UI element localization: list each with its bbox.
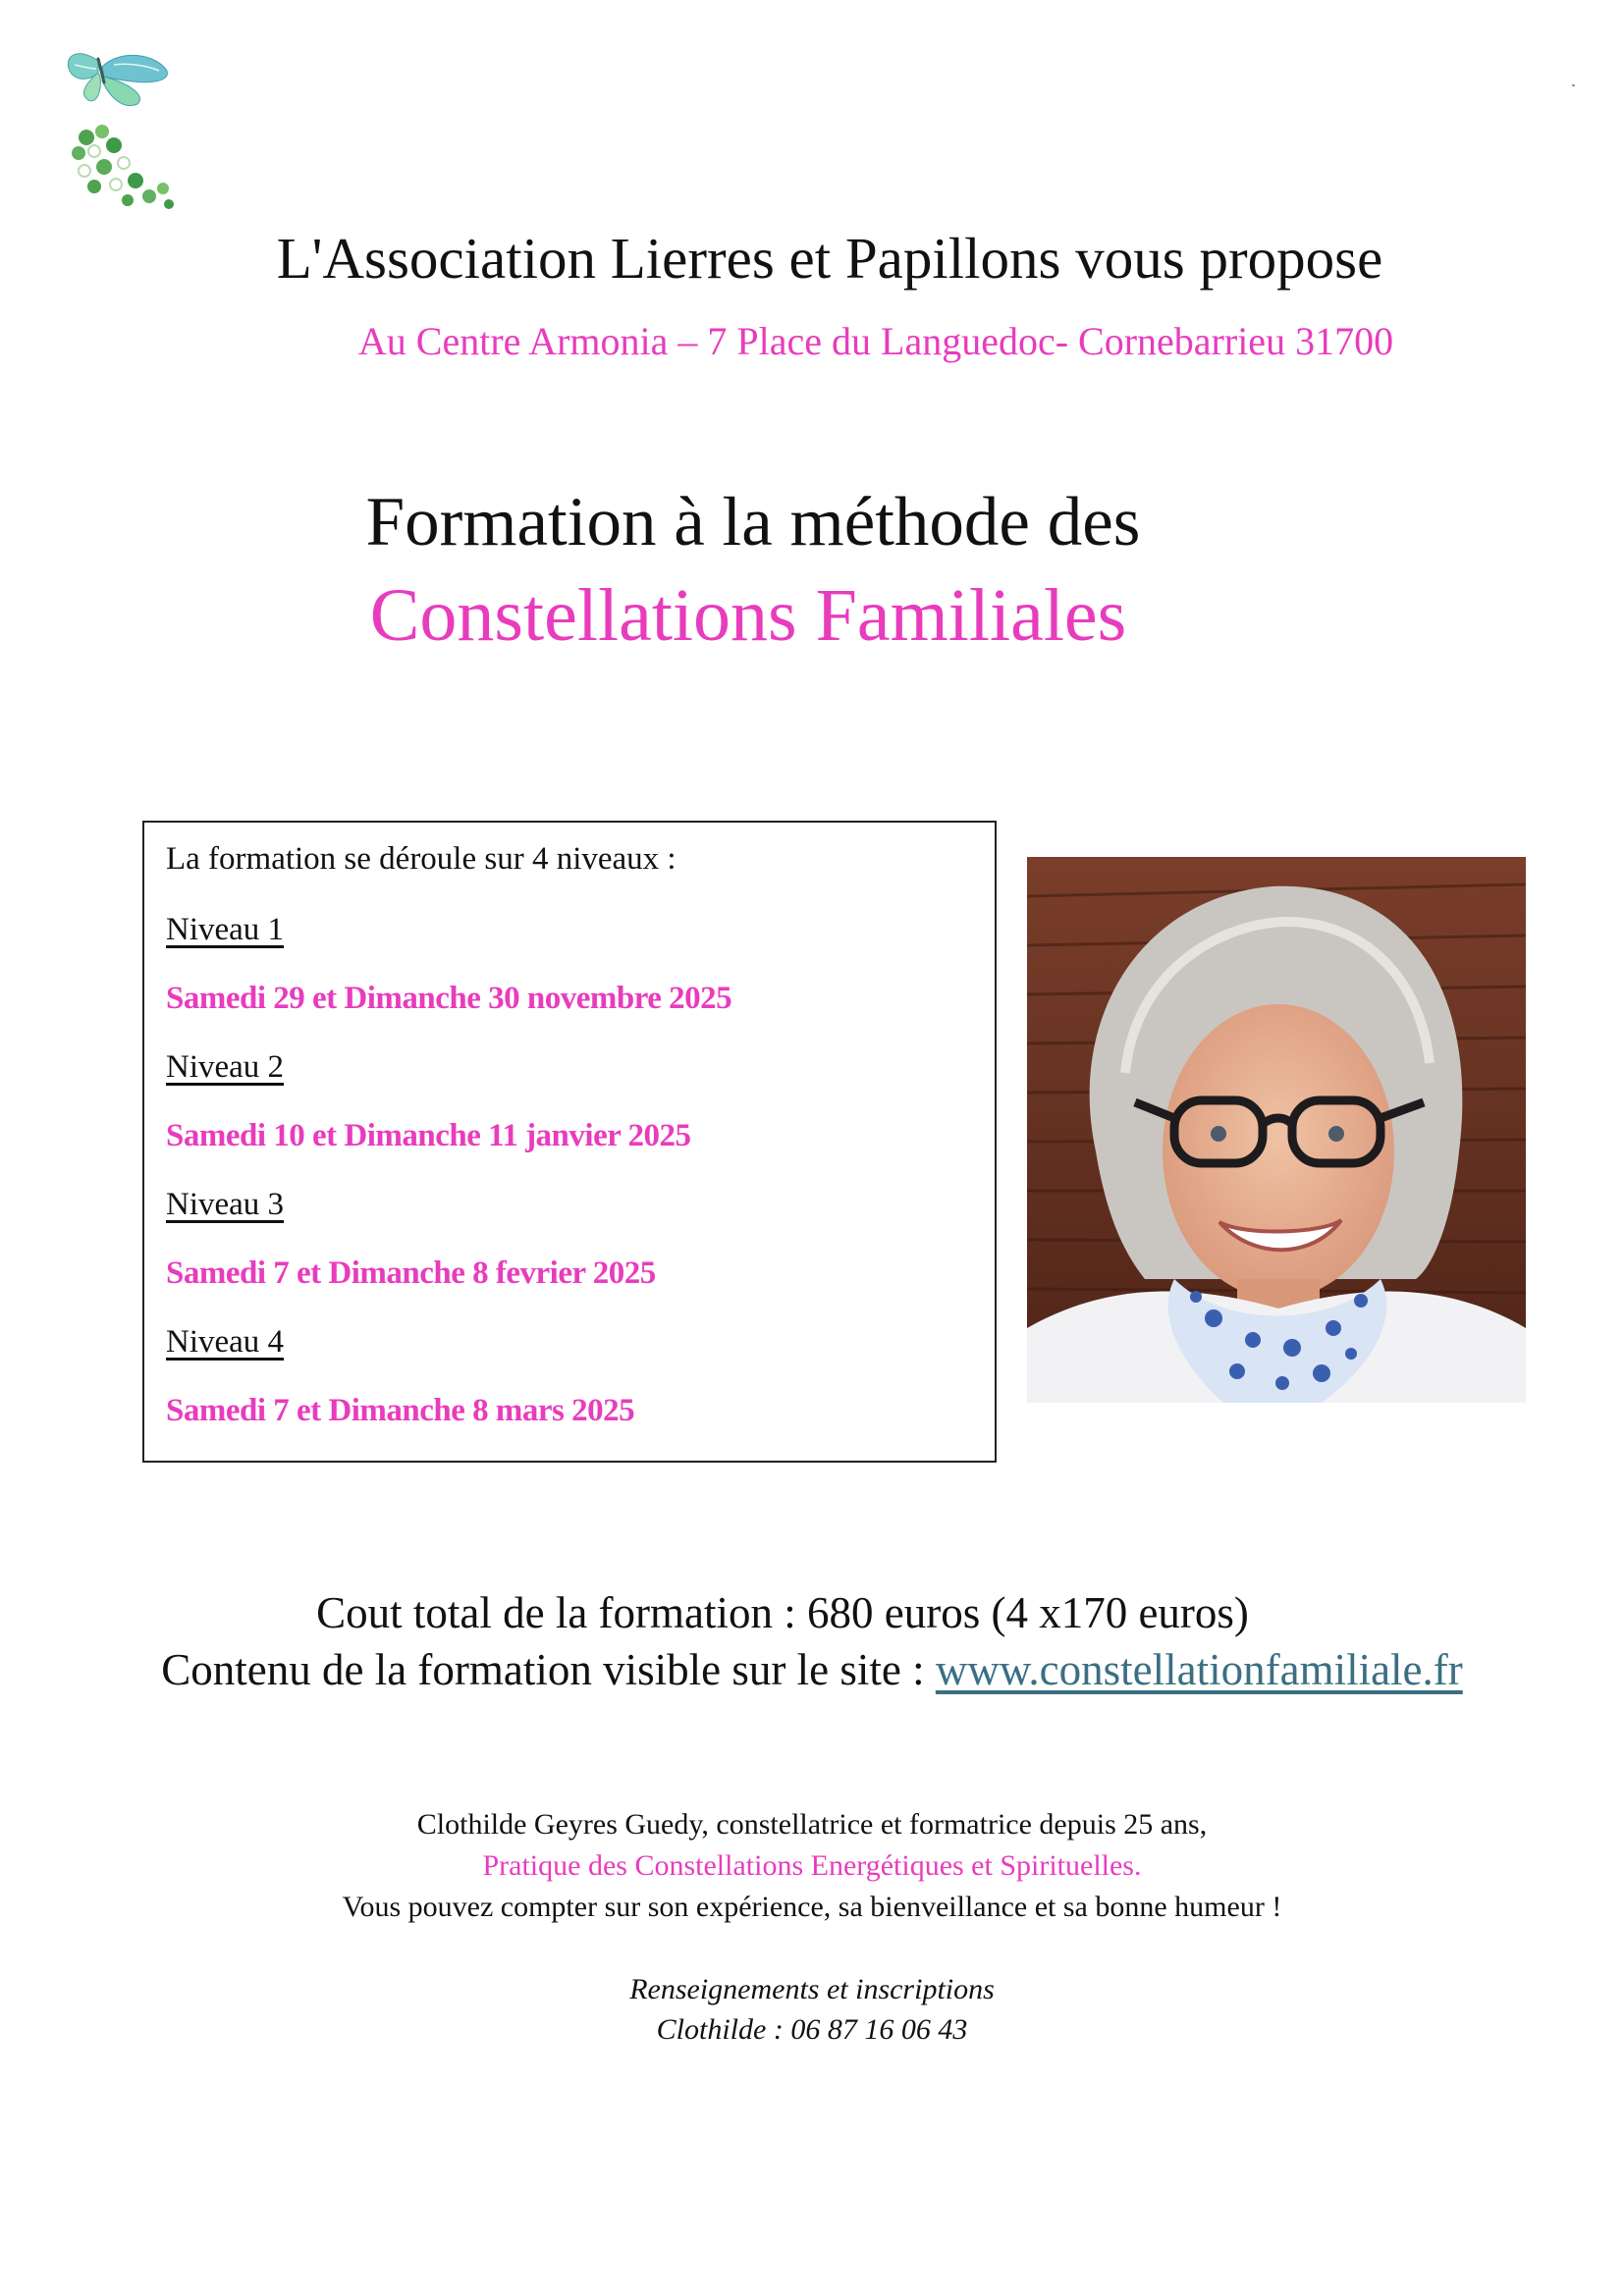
- level-dates: Samedi 29 et Dimanche 30 novembre 2025: [166, 981, 732, 1016]
- page-title: L'Association Lierres et Papillons vous propose: [276, 226, 1383, 291]
- schedule-intro: La formation se déroule sur 4 niveaux :: [166, 841, 677, 877]
- bio-practice-line: Pratique des Constellations Energétiques et Spirituelles.: [482, 1849, 1142, 1882]
- course-content-label: Contenu de la formation visible sur le site :: [161, 1645, 936, 1694]
- bio-line: Vous pouvez compter sur son expérience, sa bienveillance et sa bonne humeur !: [342, 1891, 1282, 1923]
- contact-heading: Renseignements et inscriptions: [629, 1973, 995, 2005]
- bio-line: Clothilde Geyres Guedy, constellatrice et formatrice depuis 25 ans,: [416, 1808, 1208, 1841]
- stray-mark: [1572, 84, 1575, 86]
- level-dates: Samedi 7 et Dimanche 8 fevrier 2025: [166, 1255, 656, 1291]
- website-link[interactable]: www.constellationfamiliale.fr: [935, 1645, 1463, 1694]
- portrait-photo: [1027, 857, 1526, 1403]
- level-dates: Samedi 7 et Dimanche 8 mars 2025: [166, 1393, 635, 1428]
- level-label: Niveau 2: [166, 1049, 285, 1085]
- level-label: Niveau 3: [166, 1187, 285, 1222]
- total-cost: Cout total de la formation : 680 euros (4 x170 euros): [316, 1588, 1249, 1637]
- level-dates: Samedi 10 et Dimanche 11 janvier 2025: [166, 1118, 691, 1153]
- course-heading-line1: Formation à la méthode des: [365, 484, 1141, 561]
- venue-address: Au Centre Armonia – 7 Place du Languedoc- Cornebarrieu 31700: [357, 319, 1394, 363]
- butterfly-ivy-icon: [65, 43, 179, 210]
- schedule-box: [142, 821, 997, 1463]
- course-content-line: [0, 1641, 1624, 1698]
- contact-phone: Clothilde : 06 87 16 06 43: [656, 2013, 968, 2046]
- level-label: Niveau 1: [166, 912, 285, 947]
- course-heading-line2: Constellations Familiales: [369, 574, 1127, 657]
- level-label: Niveau 4: [166, 1324, 285, 1360]
